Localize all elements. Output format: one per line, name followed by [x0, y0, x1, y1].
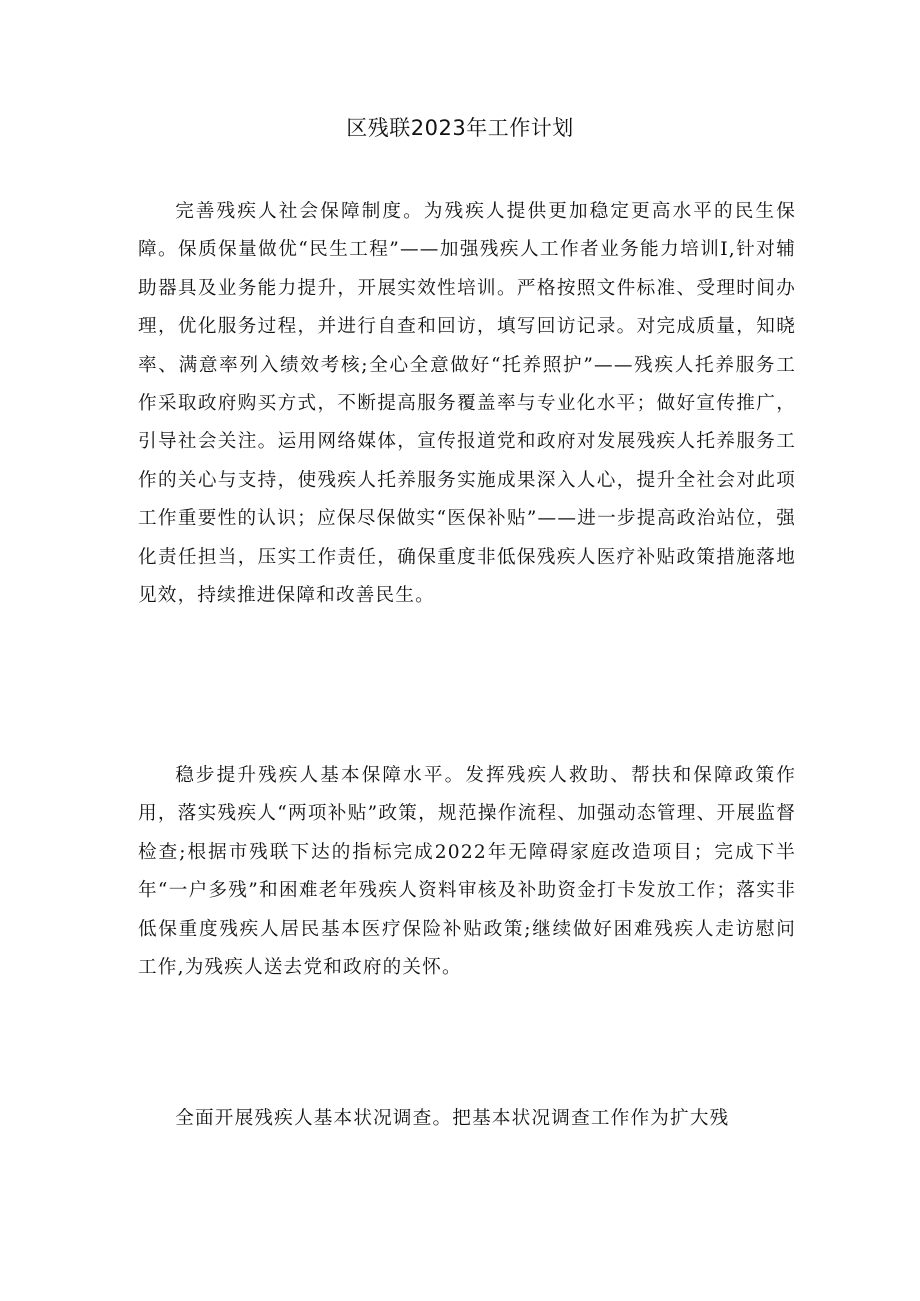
document-title: 区残联2023年工作计划 [346, 116, 574, 140]
paragraph-status-survey: 全面开展残疾人基本状况调查。把基本状况调查工作作为扩大残 [175, 1108, 730, 1129]
paragraph-social-security: 完善残疾人社会保障制度。为残疾人提供更加稳定更高水平的民生保障。保质保量做优“民生工程”——加强残疾人工作者业务能力培训I,针对辅助器具及业务能力提升，开展实效性培训。严格按照文件标准、受理时间办理，优化服务过程，并进行自查和回访，填写回访记录。对完成质量，知晓率、满意率列入绩效考核;全心全意做好“托养照护”——残疾人托养服务工作采取政府购买方式，不断提高服务覆盖率与专业化水平；做好宣传推广，引导社会关注。运用网络媒体，宣传报道党和政府对发展残疾人托养服务工作的关心与支持，使残疾人托养服务实施成果深入人心，提升全社会对此项工作重要性的认识；应保尽保做实“医保补贴”——进一步提高政治站位，强化责任担当，压实工作责任，确保重度非低保残疾人医疗补贴政策措施落地见效，持续推进保障和改善民生。 [138, 201, 796, 607]
paragraph-basic-protection: 稳步提升残疾人基本保障水平。发挥残疾人救助、帮扶和保障政策作用，落实残疾人“两项补贴”政策，规范操作流程、加强动态管理、开展监督检查;根据市残联下达的指标完成2022年无障碍家庭改造项目；完成下半年“一户多残”和困难老年残疾人资料审核及补助资金打卡发放工作；落实非低保重度残疾人居民基本医疗保险补贴政策;继续做好困难残疾人走访慰问工作,为残疾人送去党和政府的关怀。 [138, 765, 796, 979]
